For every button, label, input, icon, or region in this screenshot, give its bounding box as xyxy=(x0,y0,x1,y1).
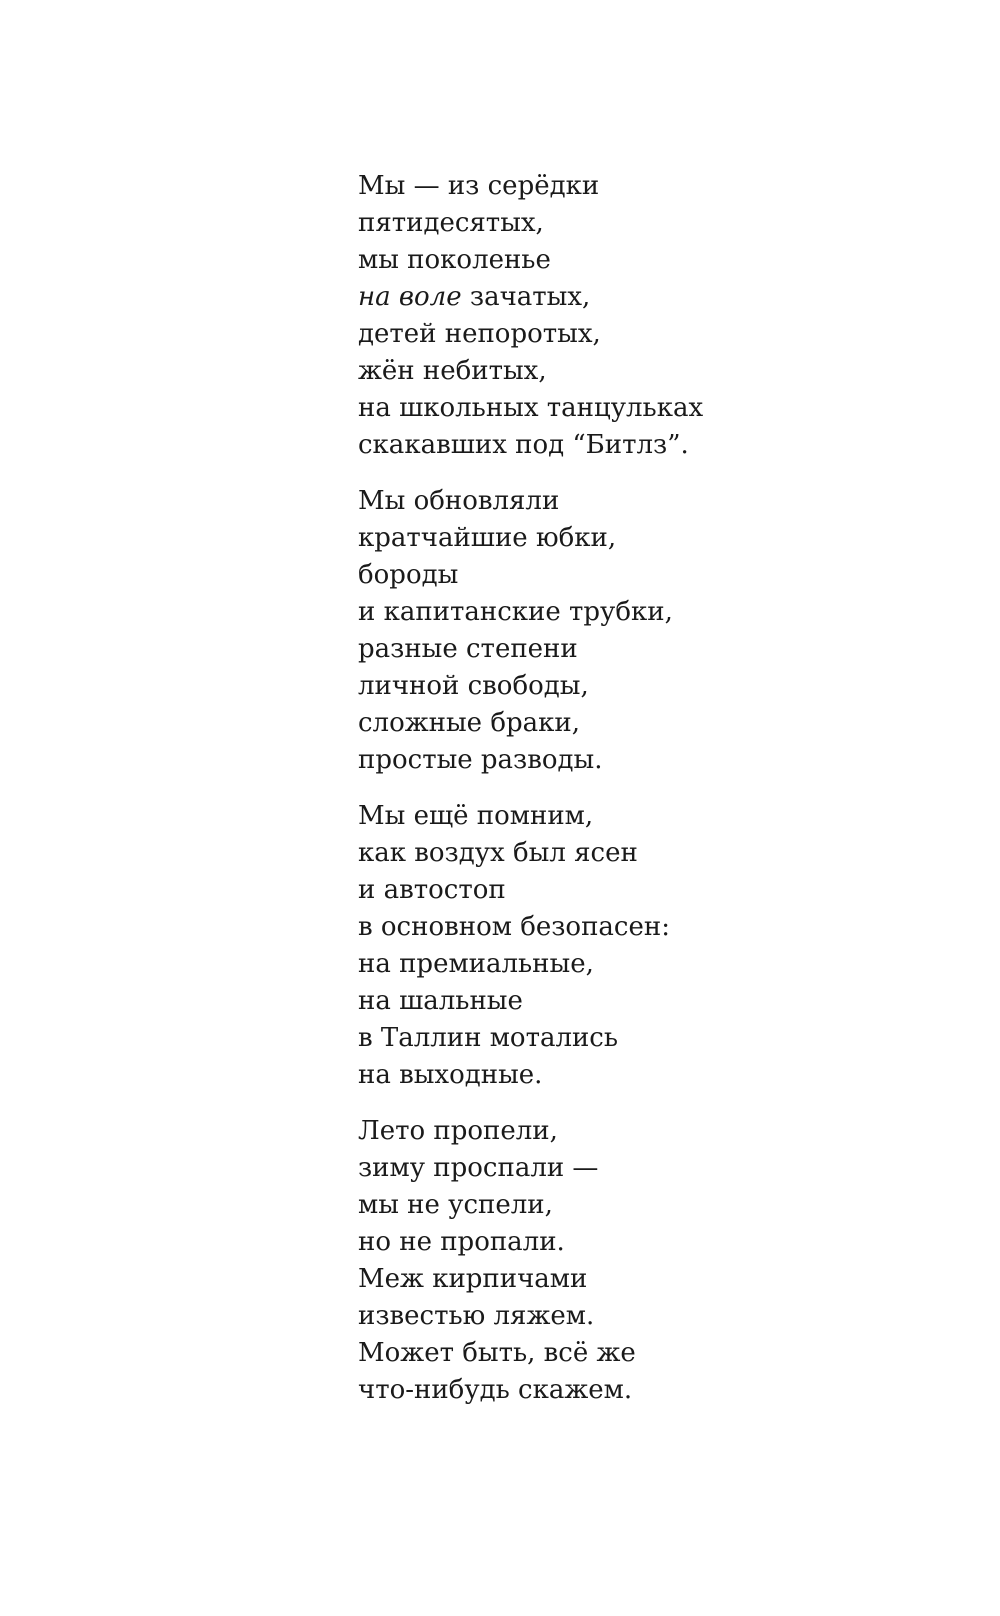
stanza xyxy=(358,1113,918,1409)
poem-line: и капитанские трубки, xyxy=(358,597,673,627)
italic-phrase: на воле xyxy=(358,282,462,312)
poem-line: мы не успели, xyxy=(358,1190,553,1220)
poem-line: на школьных танцульках xyxy=(358,393,704,423)
poem-line: на шальные xyxy=(358,986,523,1016)
poem-line: кратчайшие юбки, xyxy=(358,523,617,553)
poem-line xyxy=(358,279,918,316)
poem-line: на выходные. xyxy=(358,1060,543,1090)
poem-line: в основном безопасен: xyxy=(358,912,670,942)
stanza xyxy=(358,798,918,1094)
poem-line: простые разводы. xyxy=(358,745,603,775)
poem-line: как воздух был ясен xyxy=(358,838,638,868)
poem-line: бороды xyxy=(358,560,459,590)
poem-line: Лето пропели, xyxy=(358,1116,558,1146)
poem-line: пятидесятых, xyxy=(358,208,544,238)
poem-line: Мы — из серёдки xyxy=(358,171,600,201)
poem-line: на премиальные, xyxy=(358,949,594,979)
poem-line: Мы ещё помним, xyxy=(358,801,594,831)
poem-line: и автостоп xyxy=(358,875,506,905)
poem-line: жён небитых, xyxy=(358,356,547,386)
poem-line: в Таллин мотались xyxy=(358,1023,619,1053)
poem-line: сложные браки, xyxy=(358,708,580,738)
poem-line-text: зачатых, xyxy=(461,282,591,312)
poem-line: мы поколенье xyxy=(358,245,551,275)
stanza xyxy=(358,168,918,464)
poem xyxy=(358,168,918,1428)
stanza xyxy=(358,483,918,779)
poem-line: детей непоротых, xyxy=(358,319,601,349)
poem-line: Может быть, всё же xyxy=(358,1338,636,1368)
poem-line: что-нибудь скажем. xyxy=(358,1375,633,1405)
poem-line: личной свободы, xyxy=(358,671,589,701)
poem-line: зиму проспали — xyxy=(358,1153,599,1183)
poem-line: скакавших под “Битлз”. xyxy=(358,430,689,460)
poem-line: Меж кирпичами xyxy=(358,1264,588,1294)
poem-line: известью ляжем. xyxy=(358,1301,595,1331)
poem-line: но не пропали. xyxy=(358,1227,565,1257)
poem-line: Мы обновляли xyxy=(358,486,560,516)
poem-line: разные степени xyxy=(358,634,578,664)
